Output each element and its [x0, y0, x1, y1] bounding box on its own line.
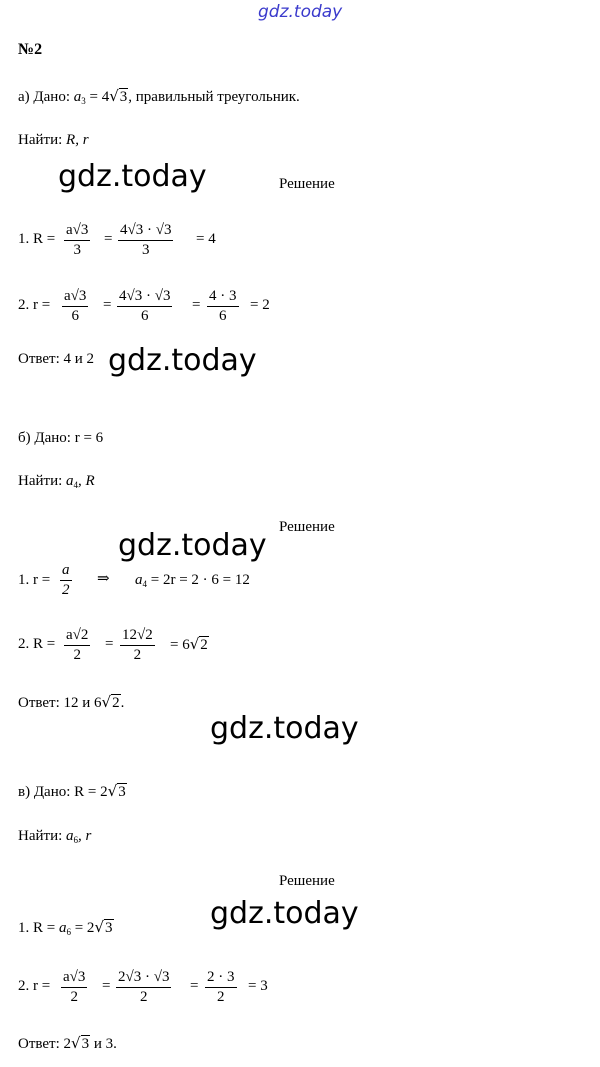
watermark: gdz.today — [210, 896, 359, 931]
equals-sign: = — [190, 978, 199, 994]
part-a-step2-frac2: $\frac{4√3 \cdot √3}{6}$ — [119, 288, 171, 324]
equals-sign: = — [103, 297, 112, 313]
part-a-answer: Ответ: 4 и 2 — [18, 351, 95, 367]
part-a-find: Найти: R, r — [18, 132, 89, 148]
part-b-given: б) Дано: r = 6 — [18, 430, 104, 446]
part-b-step2-frac1: $\frac{a√2}{2}$ — [66, 627, 89, 663]
part-b-answer: Ответ: 12 и 6√2. — [18, 693, 125, 711]
equals-sign: = — [104, 231, 113, 247]
watermark-top: gdz.today — [258, 2, 343, 22]
part-b-step2-prefix: 2. R = — [18, 636, 56, 652]
watermark: gdz.today — [58, 159, 207, 194]
part-c-step2-frac3: $\frac{2 \cdot 3}{2}$ — [207, 969, 235, 1005]
part-b-step1-prefix: 1. r = — [18, 572, 51, 588]
part-c-step2-frac1: $\frac{a√3}{2}$ — [63, 969, 86, 1005]
part-b-find: Найти: $a_4$, R — [18, 473, 95, 490]
part-b-step1-frac: $\frac{a}{2}$ — [62, 562, 70, 598]
part-c-step1: 1. $R = a_6 = 2√3$ — [18, 918, 113, 937]
part-c-solution-label: Решение — [279, 873, 335, 889]
part-a-step1-prefix: 1. R = — [18, 231, 56, 247]
part-b-solution-label: Решение — [279, 519, 335, 535]
part-a-step2-prefix: 2. r = — [18, 297, 51, 313]
part-c-find: Найти: $a_6$, r — [18, 828, 92, 845]
part-b-step2-result: = 6√2 — [170, 635, 208, 653]
watermark: gdz.today — [118, 528, 267, 563]
part-a-step2-result: = 2 — [250, 297, 270, 313]
part-c-given: в) Дано: R = 2√3 — [18, 782, 126, 800]
equals-sign: = — [102, 978, 111, 994]
part-a-step1-frac2: $\frac{4√3 \cdot √3}{3}$ — [120, 222, 172, 258]
part-c-step2-frac2: $\frac{2√3 \cdot √3}{2}$ — [118, 969, 170, 1005]
part-a-step1-result: = 4 — [196, 231, 216, 247]
part-b-step1-rhs: $a_4 = 2r = 2 \cdot 6 = 12$ — [135, 572, 250, 589]
part-a-given: а) Дано: $a_3 = 4√3$, правильный треугольник. — [18, 87, 300, 106]
equals-sign: = — [192, 297, 201, 313]
watermark: gdz.today — [210, 711, 359, 746]
part-a-step2-frac1: $\frac{a√3}{6}$ — [64, 288, 87, 324]
implies-arrow: ⇒ — [97, 571, 110, 587]
part-c-step2-result: = 3 — [248, 978, 268, 994]
part-a-step1-frac1: $\frac{a√3}{3}$ — [66, 222, 89, 258]
part-b-step2-frac2: $\frac{12√2}{2}$ — [122, 627, 153, 663]
part-a-step2-frac3: $\frac{4 \cdot 3}{6}$ — [209, 288, 237, 324]
part-a-solution-label: Решение — [279, 176, 335, 192]
part-c-step2-prefix: 2. r = — [18, 978, 51, 994]
problem-number: №2 — [18, 41, 43, 58]
part-c-answer: Ответ: 2√3 и 3. — [18, 1034, 117, 1052]
equals-sign: = — [105, 636, 114, 652]
watermark: gdz.today — [108, 343, 257, 378]
